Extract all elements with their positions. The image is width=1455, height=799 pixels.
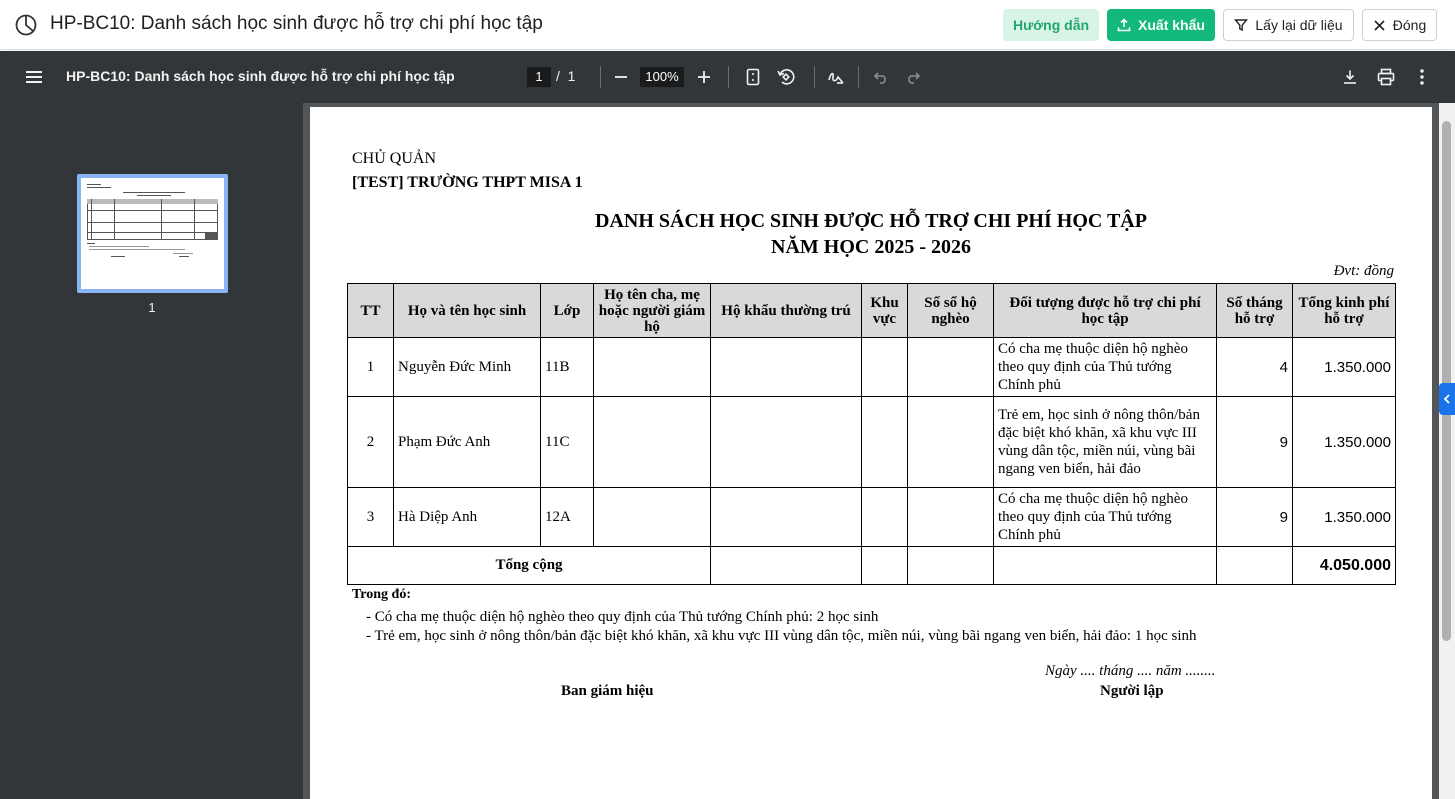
notes-heading: Trong đó: bbox=[352, 587, 411, 602]
close-button-label: Đóng bbox=[1392, 17, 1427, 33]
report-title: DANH SÁCH HỌC SINH ĐƯỢC HỖ TRỢ CHI PHÍ HỌC TẬP bbox=[595, 210, 1147, 232]
cell-months: 4 bbox=[1217, 338, 1293, 397]
guide-button[interactable] bbox=[1003, 9, 1099, 41]
total-value: 4.050.000 bbox=[1293, 547, 1396, 585]
total-label: Tổng cộng bbox=[348, 547, 711, 585]
date-line: Ngày .... tháng .... năm ........ bbox=[1045, 663, 1216, 679]
cell-name: Hà Diệp Anh bbox=[394, 488, 541, 547]
org-parent: CHỦ QUẢN bbox=[352, 150, 436, 167]
toolbar-divider bbox=[858, 66, 859, 88]
report-table bbox=[347, 283, 1396, 585]
table-header-row bbox=[348, 284, 1396, 338]
page-count bbox=[556, 68, 575, 84]
org-name: [TEST] TRƯỜNG THPT MISA 1 bbox=[352, 174, 583, 191]
cell-poor-book bbox=[908, 338, 994, 397]
thumbnail-page-number: 1 bbox=[148, 300, 156, 315]
cell-target: Trẻ em, học sinh ở nông thôn/bản đặc biệt khó khăn, xã khu vực III vùng dân tộc, miền núi, vùng bãi ngang ven biển, hải đảo bbox=[994, 397, 1217, 488]
col-header-months: Số tháng hỗ trợ bbox=[1217, 284, 1293, 338]
col-header-poor-book: Số sổ hộ nghèo bbox=[908, 284, 994, 338]
export-button-label: Xuất khẩu bbox=[1138, 17, 1205, 33]
toolbar-divider bbox=[814, 66, 815, 88]
undo-icon[interactable] bbox=[871, 67, 891, 87]
cell-poor-book bbox=[908, 488, 994, 547]
cell-name: Nguyễn Đức Minh bbox=[394, 338, 541, 397]
col-header-class: Lớp bbox=[541, 284, 594, 338]
close-button[interactable] bbox=[1362, 9, 1437, 41]
cell-region bbox=[862, 397, 908, 488]
cell-target: Có cha mẹ thuộc diện hộ nghèo theo quy định của Thủ tướng Chính phủ bbox=[994, 488, 1217, 547]
cell-class: 11C bbox=[541, 397, 594, 488]
app-header bbox=[0, 0, 1455, 50]
scrollbar-thumb[interactable] bbox=[1442, 121, 1451, 641]
toolbar-divider bbox=[600, 66, 601, 88]
redo-icon[interactable] bbox=[903, 67, 923, 87]
cell-tt: 2 bbox=[348, 397, 394, 488]
col-header-total: Tổng kinh phí hỗ trợ bbox=[1293, 284, 1396, 338]
col-header-tt: TT bbox=[348, 284, 394, 338]
viewer-toolbar bbox=[0, 51, 1455, 103]
export-button[interactable] bbox=[1107, 9, 1215, 41]
menu-icon[interactable] bbox=[24, 67, 44, 87]
more-options-icon[interactable] bbox=[1412, 66, 1432, 88]
download-icon[interactable] bbox=[1340, 66, 1360, 88]
chevron-left-icon bbox=[1443, 394, 1451, 404]
viewer-document-title: HP-BC10: Danh sách học sinh được hỗ trợ chi phí học tập bbox=[66, 68, 455, 84]
cell-total: 1.350.000 bbox=[1293, 397, 1396, 488]
zoom-level-input[interactable]: 100% bbox=[640, 67, 684, 87]
cell-parent bbox=[594, 488, 711, 547]
table-total-row bbox=[348, 547, 1396, 585]
total-pages: 1 bbox=[567, 68, 576, 84]
guide-button-label: Hướng dẫn bbox=[1012, 17, 1090, 33]
side-panel-toggle[interactable] bbox=[1439, 383, 1455, 415]
col-header-target: Đối tượng được hỗ trợ chi phí học tập bbox=[994, 284, 1217, 338]
cell-address bbox=[711, 397, 862, 488]
col-header-address: Hộ khẩu thường trú bbox=[711, 284, 862, 338]
filter-icon bbox=[1234, 18, 1248, 32]
cell-months: 9 bbox=[1217, 488, 1293, 547]
close-icon bbox=[1373, 19, 1386, 32]
page-separator: / bbox=[556, 68, 560, 84]
cell-class: 12A bbox=[541, 488, 594, 547]
cell-total: 1.350.000 bbox=[1293, 338, 1396, 397]
reload-data-button[interactable] bbox=[1223, 9, 1354, 41]
zoom-out-icon[interactable] bbox=[611, 67, 631, 87]
cell-address bbox=[711, 488, 862, 547]
cell-empty bbox=[862, 547, 908, 585]
table-row bbox=[348, 338, 1396, 397]
cell-class: 11B bbox=[541, 338, 594, 397]
toolbar-divider bbox=[728, 66, 729, 88]
document-area bbox=[303, 103, 1439, 799]
cell-tt: 1 bbox=[348, 338, 394, 397]
page-thumbnail[interactable] bbox=[77, 174, 228, 293]
report-page bbox=[310, 107, 1432, 799]
cell-months: 9 bbox=[1217, 397, 1293, 488]
cell-empty bbox=[994, 547, 1217, 585]
cell-empty bbox=[1217, 547, 1293, 585]
note-item: - Trẻ em, học sinh ở nông thôn/bản đặc biệt khó khăn, xã khu vực III vùng dân tộc, miền núi, vùng bãi ngang ven biển, hải đảo: 1 học sinh bbox=[366, 628, 1197, 644]
cell-region bbox=[862, 488, 908, 547]
col-header-region: Khu vực bbox=[862, 284, 908, 338]
cell-empty bbox=[711, 547, 862, 585]
page-number-input[interactable]: 1 bbox=[527, 67, 551, 87]
cell-tt: 3 bbox=[348, 488, 394, 547]
zoom-in-icon[interactable] bbox=[694, 67, 714, 87]
thumbnail-sidebar bbox=[0, 103, 303, 799]
cell-poor-book bbox=[908, 397, 994, 488]
cell-parent bbox=[594, 338, 711, 397]
table-row bbox=[348, 397, 1396, 488]
report-subtitle: NĂM HỌC 2025 - 2026 bbox=[771, 236, 971, 258]
cell-address bbox=[711, 338, 862, 397]
table-row bbox=[348, 488, 1396, 547]
col-header-parent: Họ tên cha, mẹ hoặc người giám hộ bbox=[594, 284, 711, 338]
signature-preparer: Người lập bbox=[1100, 683, 1164, 699]
vertical-scrollbar[interactable] bbox=[1439, 103, 1455, 799]
note-item: - Có cha mẹ thuộc diện hộ nghèo theo quy định của Thủ tướng Chính phủ: 2 học sinh bbox=[366, 609, 879, 625]
currency-unit: Đvt: đồng bbox=[1333, 263, 1394, 279]
cell-target: Có cha mẹ thuộc diện hộ nghèo theo quy định của Thủ tướng Chính phủ bbox=[994, 338, 1217, 397]
cell-total: 1.350.000 bbox=[1293, 488, 1396, 547]
annotate-icon[interactable] bbox=[825, 66, 847, 88]
fit-page-icon[interactable] bbox=[743, 66, 763, 88]
rotate-icon[interactable] bbox=[775, 66, 797, 88]
cell-parent bbox=[594, 397, 711, 488]
col-header-name: Họ và tên học sinh bbox=[394, 284, 541, 338]
export-icon bbox=[1117, 18, 1131, 32]
reload-data-button-label: Lấy lại dữ liệu bbox=[1255, 17, 1343, 33]
signature-board: Ban giám hiệu bbox=[561, 683, 654, 699]
app-title: HP-BC10: Danh sách học sinh được hỗ trợ chi phí học tập bbox=[50, 13, 543, 34]
print-icon[interactable] bbox=[1375, 66, 1397, 88]
report-chart-icon bbox=[14, 13, 38, 37]
cell-name: Phạm Đức Anh bbox=[394, 397, 541, 488]
pdf-viewer bbox=[0, 51, 1455, 799]
cell-region bbox=[862, 338, 908, 397]
cell-empty bbox=[908, 547, 994, 585]
